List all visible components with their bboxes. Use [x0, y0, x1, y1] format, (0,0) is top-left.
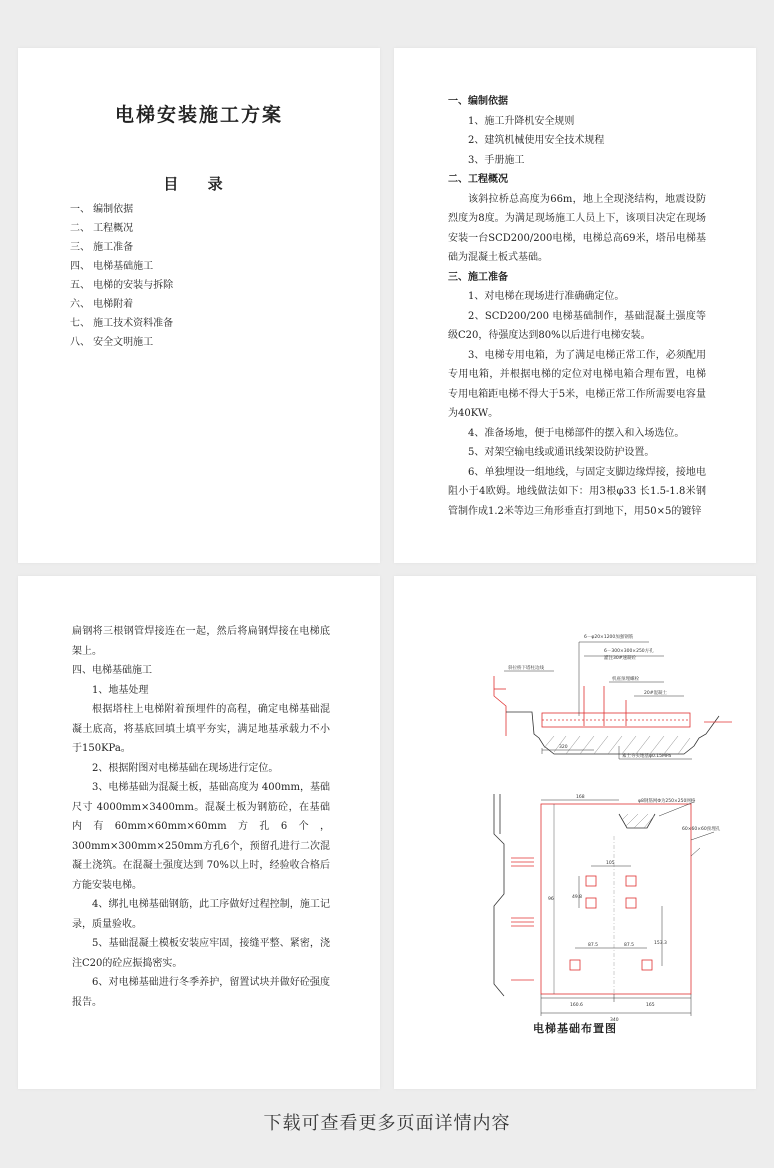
toc-item: 四、 电梯基础施工 — [70, 261, 154, 272]
paragraph: 6、单独埋设一组地线，与固定支脚边缘焊接，接地电阻小于4欧姆。地线做法如下：用3根φ33 长1.5-1.8米钢管制作成1.2米等边三角形垂直打到地下，用50×5的镀锌 — [448, 466, 706, 517]
plan-view — [494, 794, 714, 1016]
dim-96: 96 — [548, 897, 554, 902]
download-prompt: 下载可查看更多页面详情内容 — [263, 1113, 511, 1134]
section-heading: 四、电梯基础施工 — [72, 665, 152, 676]
paragraph: 2、根据附图对电梯基础在现场进行定位。 — [92, 762, 279, 774]
page-2 — [394, 48, 756, 563]
paragraph: 1、对电梯在现场进行准确确定位。 — [468, 291, 625, 302]
label-tower-edge: 斜拉桥下塔柱边线 — [508, 666, 544, 671]
dim-49-8: 49.8 — [572, 895, 583, 900]
figure-caption: 电梯基础布置图 — [533, 1022, 617, 1035]
paragraph: 根据塔柱上电梯附着预埋件的高程，确定电梯基础混凝土底高，将基底回填土填平夯实，满足地基承载力不小于150KPa。 — [72, 704, 330, 754]
paragraph: 该斜拉桥总高度为66m，地上全现浇结构，地震设防烈度为8度。为满足现场施工人员上下，该项目决定在现场安装一台SCD200/200电梯，电梯总高69米，塔吊电梯基础为混凝土板式基础。 — [448, 193, 706, 263]
dim-105: 105 — [606, 861, 615, 866]
toc-title: 目 录 — [163, 175, 235, 193]
page-3 — [18, 576, 380, 1089]
document-title: 电梯安装施工方案 — [114, 104, 283, 126]
label-small-holes: 60×60×60预埋孔 — [682, 827, 721, 832]
label-rebar: 6－φ20×1200加强钢筋 — [584, 635, 634, 640]
paragraph: 5、基础混凝土模板安装应牢固，接缝平整、紧密，浇注C20的砼应振捣密实。 — [72, 938, 330, 969]
paragraph: 扁钢将三根钢管焊接连在一起，然后将扁钢焊接在电梯底架上。 — [72, 626, 330, 657]
dim-87-5b: 87.5 — [624, 943, 635, 948]
page-4-drawing — [394, 576, 756, 1089]
toc-item: 三、 施工准备 — [70, 242, 134, 253]
label-regrout: 灌注30#速凝砼 — [604, 656, 636, 661]
dim-320: 320 — [559, 745, 568, 750]
label-anchor: 机座预埋螺栓 — [612, 677, 639, 682]
dim-160-6: 160.6 — [570, 1003, 583, 1008]
toc-item: 六、 电梯附着 — [70, 299, 134, 310]
label-soil: 素土夯实地基φ0.15MPa — [622, 754, 672, 759]
dim-165: 165 — [646, 1003, 655, 1008]
paragraph: 3、电梯基础为混凝土板，基础高度为 400mm，基础尺寸 4000mm×3400mm。混凝土板为钢筋砼，在基础内有60mm×60mm×60mm方孔6个，300mm×300mm×250mm方孔6个，预留孔进行二次混凝土浇筑。在混凝土强度达到 70%以上时，经验收合格后方能安装电梯。 — [72, 782, 330, 891]
paragraph: 5、对架空输电线或通讯线架设防护设置。 — [468, 447, 655, 458]
dim-153-3: 153.3 — [654, 941, 667, 946]
toc-item: 八、 安全文明施工 — [70, 337, 154, 348]
paragraph: 4、绑扎电梯基础钢筋，此工序做好过程控制，施工记录，质量验收。 — [72, 899, 330, 930]
toc-item: 五、 电梯的安装与拆除 — [70, 280, 174, 291]
label-holes: 6－300×300×250方孔 — [604, 649, 654, 654]
paragraph: 3、电梯专用电箱，为了满足电梯正常工作，必须配用专用电箱，并根据电梯的定位对电梯电箱合理布置，电梯专用电箱距电梯不得大于5米，电梯正常工作所需要电容量为40KW。 — [448, 349, 706, 419]
subheading: 1、地基处理 — [92, 684, 149, 696]
paragraph: 2、建筑机械使用安全技术规程 — [468, 135, 605, 146]
page-2-body — [448, 92, 706, 521]
table-of-contents — [70, 200, 173, 352]
label-c20: 20#混凝土 — [644, 691, 667, 696]
label-mesh: φ8钢筋网Φ为250×250网格 — [638, 799, 696, 804]
section-heading: 一、编制依据 — [448, 96, 508, 107]
toc-item: 一、 编制依据 — [70, 204, 134, 215]
dim-340: 340 — [610, 1018, 619, 1023]
section-heading: 三、施工准备 — [448, 271, 508, 283]
paragraph: 3、手册施工 — [468, 154, 525, 166]
section-heading: 二、工程概况 — [448, 174, 508, 185]
paragraph: 6、对电梯基础进行冬季养护，留置试块并做好砼强度报告。 — [72, 977, 330, 1008]
toc-item: 二、 工程概况 — [70, 223, 134, 234]
foundation-layout-drawing — [394, 576, 756, 1089]
dim-87-5a: 87.5 — [588, 943, 599, 948]
paragraph: 1、施工升降机安全规则 — [468, 115, 575, 127]
paragraph: 2、SCD200/200 电梯基础制作，基础混凝土强度等级C20，待强度达到80%以后进行电梯安装。 — [448, 310, 706, 341]
toc-item: 七、 施工技术资料准备 — [70, 318, 174, 329]
dim-168: 168 — [576, 795, 585, 800]
page-3-body — [72, 622, 330, 1012]
page-1-cover — [18, 48, 380, 563]
paragraph: 4、准备场地，便于电梯部件的摆入和入场选位。 — [468, 427, 685, 439]
